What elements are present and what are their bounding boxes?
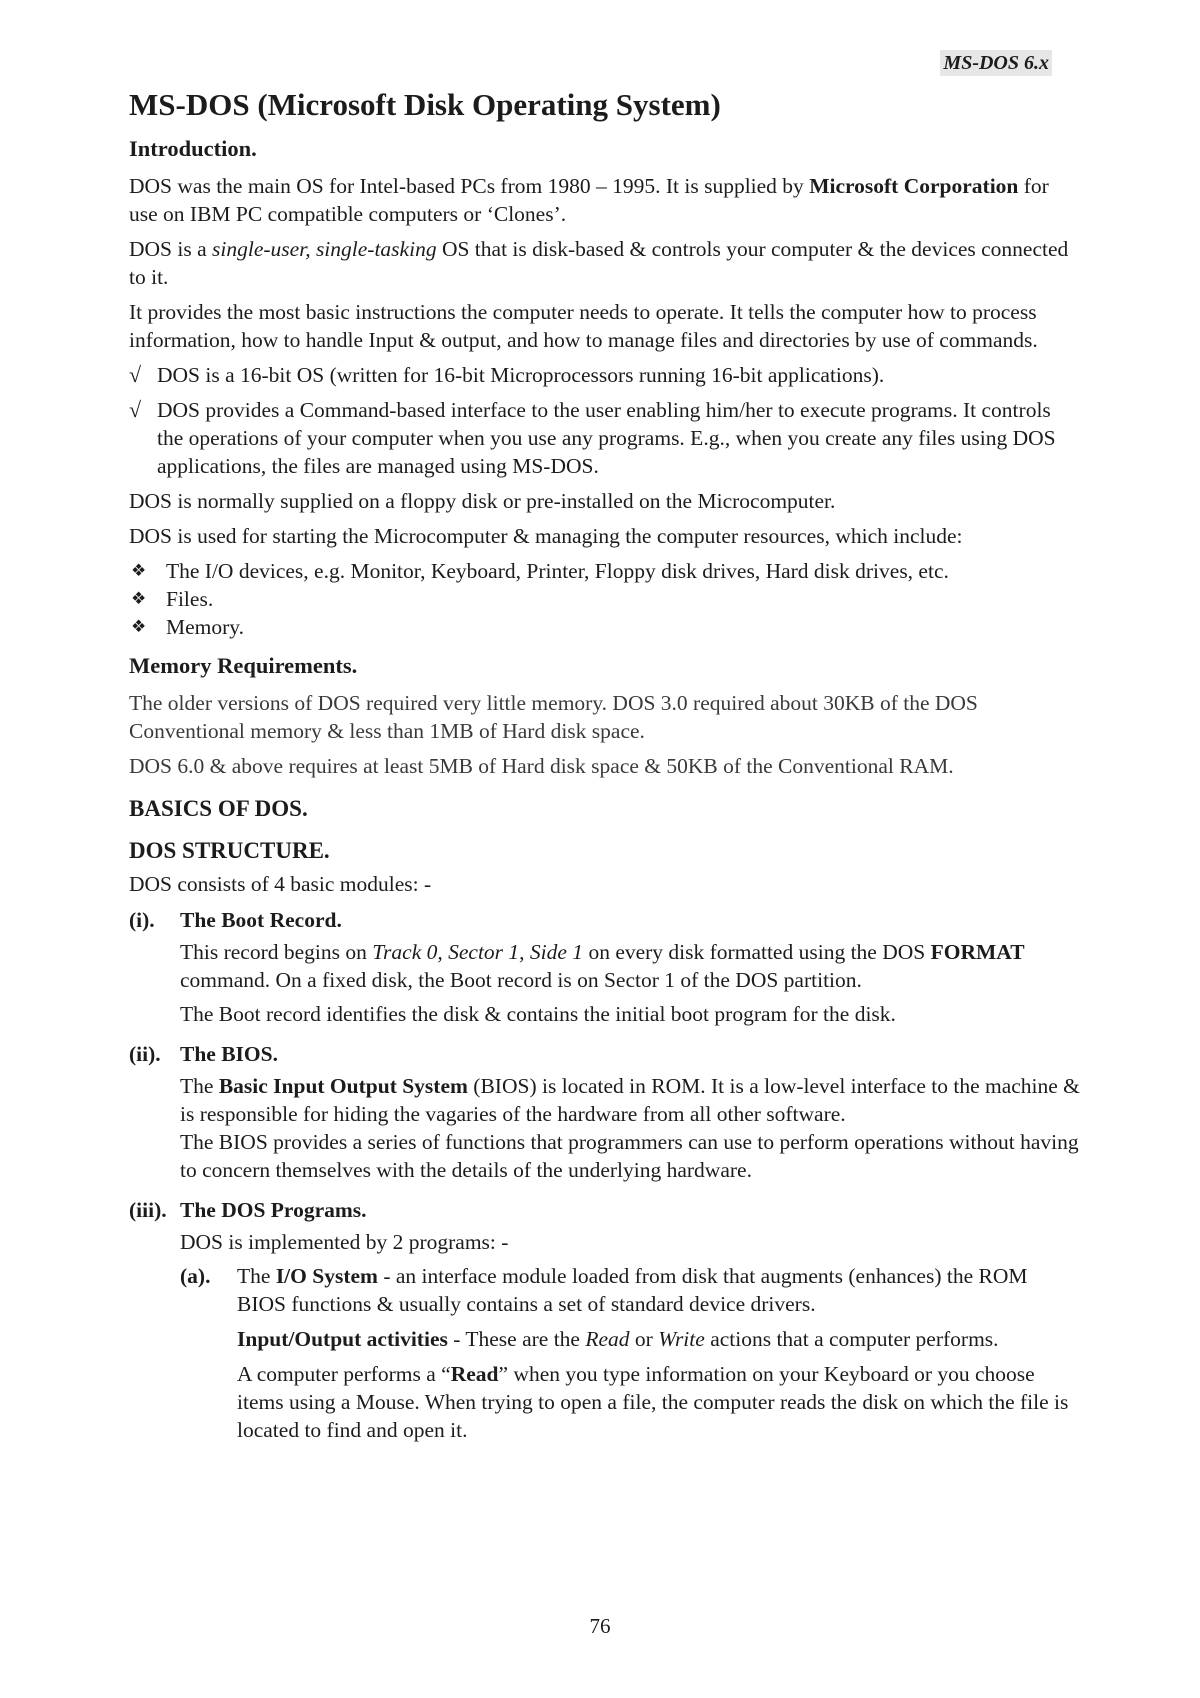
diamond-bullet-icon: ❖ bbox=[131, 561, 147, 580]
list-item-text: The I/O devices, e.g. Monitor, Keyboard, Printer, Floppy disk drives, Hard disk drives, etc. bbox=[166, 559, 949, 583]
list-item bbox=[129, 613, 1080, 641]
list-item bbox=[129, 585, 1080, 613]
text-span: ” when you type information on your Keyboard or you choose items using a Mouse. When trying to open a file, the computer reads the disk on which the file is located to find and open it. bbox=[237, 1362, 1069, 1442]
check-mark-icon: √ bbox=[129, 362, 142, 387]
memory-heading: Memory Requirements. bbox=[129, 653, 358, 678]
intro-paragraph-4: DOS is normally supplied on a floppy disk or pre-installed on the Microcomputer. bbox=[129, 489, 836, 513]
introduction-heading: Introduction. bbox=[129, 136, 257, 161]
module-body bbox=[129, 1228, 1080, 1451]
bold-text: Microsoft Corporation bbox=[809, 174, 1019, 198]
module-title: The Boot Record. bbox=[180, 908, 342, 932]
module-heading bbox=[129, 1196, 1080, 1224]
module-title: The BIOS. bbox=[180, 1042, 278, 1066]
module-boot-record bbox=[129, 906, 1080, 1028]
text-span: DOS is a bbox=[129, 237, 213, 261]
module-heading bbox=[129, 1040, 1080, 1068]
text-span: This record begins on bbox=[180, 940, 373, 964]
programs-intro: DOS is implemented by 2 programs: - bbox=[180, 1230, 509, 1254]
module-number: (iii). bbox=[129, 1198, 167, 1222]
module-bios bbox=[129, 1040, 1080, 1184]
text-span: on every disk formatted using the DOS bbox=[583, 940, 931, 964]
bold-text: FORMAT bbox=[930, 940, 1025, 964]
text-span: A computer performs a “ bbox=[237, 1362, 451, 1386]
memory-paragraph-2: DOS 6.0 & above requires at least 5MB of Hard disk space & 50KB of the Conventional RAM. bbox=[129, 754, 954, 778]
boot-paragraph-1 bbox=[180, 938, 1080, 994]
introduction-section bbox=[129, 134, 1080, 641]
intro-paragraph-2 bbox=[129, 235, 1080, 291]
list-item-text: Files. bbox=[166, 587, 214, 611]
sub-item-body bbox=[237, 1262, 1080, 1451]
check-list-item bbox=[129, 396, 1080, 480]
memory-requirements-section bbox=[129, 651, 1080, 780]
io-paragraph-2 bbox=[237, 1325, 1080, 1353]
check-mark-icon: √ bbox=[129, 397, 142, 422]
italic-text: Read bbox=[585, 1327, 630, 1351]
memory-paragraph-1: The older versions of DOS required very little memory. DOS 3.0 required about 30KB of the DOS Conventional memory & less than 1MB of Hard disk space. bbox=[129, 691, 978, 743]
running-header: MS-DOS 6.x bbox=[940, 50, 1052, 76]
page-title: MS-DOS (Microsoft Disk Operating System) bbox=[129, 87, 721, 122]
intro-paragraph-3: It provides the most basic instructions the computer needs to operate. It tells the computer how to process information, how to handle Input & output, and how to manage files and directories by use of commands. bbox=[129, 300, 1038, 352]
bold-text: Input/Output activities bbox=[237, 1327, 448, 1351]
check-list-item bbox=[129, 361, 1080, 389]
structure-intro: DOS consists of 4 basic modules: - bbox=[129, 872, 432, 896]
page-number: 76 bbox=[589, 1614, 611, 1638]
text-span: DOS was the main OS for Intel-based PCs from 1980 – 1995. It is supplied by bbox=[129, 174, 810, 198]
italic-text: Track 0, Sector 1, Side 1 bbox=[372, 940, 584, 964]
dos-structure-section bbox=[129, 836, 1080, 1451]
bold-text: I/O System bbox=[275, 1264, 378, 1288]
diamond-bullet-icon: ❖ bbox=[131, 617, 147, 636]
italic-text: single-user, single-tasking bbox=[212, 237, 437, 261]
text-span: (BIOS) is located in ROM. It is a low-level interface to the machine & is responsible for hiding the vagaries of the hardware from all other software. bbox=[180, 1074, 1080, 1126]
bios-paragraph-2: The BIOS provides a series of functions that programmers can use to perform operations without having to concern themselves with the details of the underlying hardware. bbox=[180, 1130, 1079, 1182]
text-span: - These are the bbox=[447, 1327, 586, 1351]
check-item-text: DOS provides a Command-based interface to the user enabling him/her to execute programs. It controls the operations of your computer when you use any programs. E.g., when you create any files using DOS applications, the files are managed using MS-DOS. bbox=[157, 398, 1056, 478]
intro-paragraph-1 bbox=[129, 172, 1080, 228]
intro-paragraph-5: DOS is used for starting the Microcomputer & managing the computer resources, which include: bbox=[129, 524, 963, 548]
text-span: for use on IBM PC compatible computers or ‘Clones’. bbox=[129, 174, 1049, 226]
list-item-text: Memory. bbox=[166, 615, 245, 639]
text-span: - an interface module loaded from disk that augments (enhances) the ROM BIOS functions & usually contains a set of standard device drivers. bbox=[237, 1264, 1028, 1316]
sub-item-number: (a). bbox=[180, 1264, 211, 1288]
module-number: (i). bbox=[129, 908, 155, 932]
italic-text: Write bbox=[658, 1327, 705, 1351]
module-title: The DOS Programs. bbox=[180, 1198, 367, 1222]
io-paragraph-1 bbox=[237, 1262, 1080, 1318]
text-span: actions that a computer performs. bbox=[704, 1327, 999, 1351]
io-paragraph-3 bbox=[237, 1360, 1080, 1444]
sub-item-io-system bbox=[180, 1262, 1080, 1451]
resources-list bbox=[129, 557, 1080, 641]
bios-paragraph-1 bbox=[180, 1072, 1080, 1128]
structure-heading: DOS STRUCTURE. bbox=[129, 838, 330, 863]
check-item-text: DOS is a 16-bit OS (written for 16-bit Microprocessors running 16-bit applications). bbox=[157, 363, 885, 387]
basics-heading: BASICS OF DOS. bbox=[129, 796, 308, 821]
bold-text: Read bbox=[450, 1362, 499, 1386]
text-span: The bbox=[180, 1074, 219, 1098]
text-span: command. On a fixed disk, the Boot record is on Sector 1 of the DOS partition. bbox=[180, 968, 862, 992]
text-span: The bbox=[237, 1264, 276, 1288]
bold-text: Basic Input Output System bbox=[218, 1074, 468, 1098]
module-dos-programs bbox=[129, 1196, 1080, 1451]
boot-paragraph-2: The Boot record identifies the disk & contains the initial boot program for the disk. bbox=[180, 1002, 896, 1026]
module-body bbox=[129, 938, 1080, 1028]
text-span: OS that is disk-based & controls your computer & the devices connected to it. bbox=[129, 237, 1069, 289]
list-item bbox=[129, 557, 1080, 585]
text-span: or bbox=[629, 1327, 659, 1351]
module-heading bbox=[129, 906, 1080, 934]
diamond-bullet-icon: ❖ bbox=[131, 589, 147, 608]
module-body bbox=[129, 1072, 1080, 1184]
module-number: (ii). bbox=[129, 1042, 161, 1066]
